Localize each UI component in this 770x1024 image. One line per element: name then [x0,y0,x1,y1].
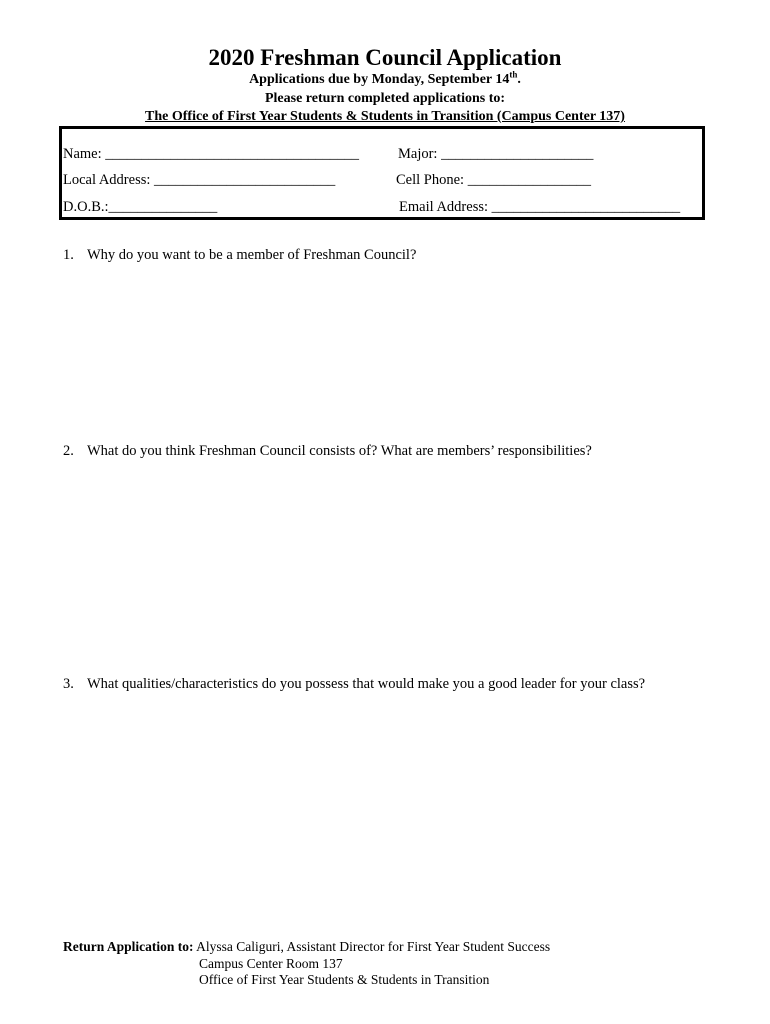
question-number: 3. [63,676,74,692]
due-date-text: Applications due by Monday, September 14 [249,72,510,87]
return-contact: Alyssa Caliguri, Assistant Director for First Year Student Success [193,939,551,954]
return-label: Return Application to: [63,939,194,954]
return-office: Office of First Year Students & Students in Transition [199,972,490,987]
return-room: Campus Center Room 137 [199,955,343,971]
return-contact-line [63,939,550,956]
question-text: What do you think Freshman Council consists of? What are members’ responsibilities? [87,443,592,459]
page-title: 2020 Freshman Council Application [208,45,562,70]
question-2 [63,442,592,460]
due-date-suffix: th [509,69,518,80]
question-number: 1. [63,247,74,263]
question-3 [63,675,645,693]
name-field[interactable]: Name: ___________________________________ [63,146,360,162]
major-field[interactable]: Major: _____________________ [398,146,594,162]
email-address-field[interactable]: Email Address: __________________________ [399,199,681,215]
return-info [63,939,550,989]
question-1 [63,246,416,264]
dob-field[interactable]: D.O.B.:_______________ [63,199,218,215]
office-location: The Office of First Year Students & Students in Transition (Campus Center 137) [145,109,625,124]
due-date-line [0,71,770,89]
local-address-field[interactable]: Local Address: _________________________ [63,172,336,188]
question-number: 2. [63,443,74,459]
cell-phone-field[interactable]: Cell Phone: _________________ [396,172,591,188]
due-date-end: . [517,72,521,87]
question-text: Why do you want to be a member of Freshman Council? [87,247,417,263]
question-text: What qualities/characteristics do you possess that would make you a good leader for your class? [87,676,646,692]
return-instruction: Please return completed applications to: [264,91,506,106]
